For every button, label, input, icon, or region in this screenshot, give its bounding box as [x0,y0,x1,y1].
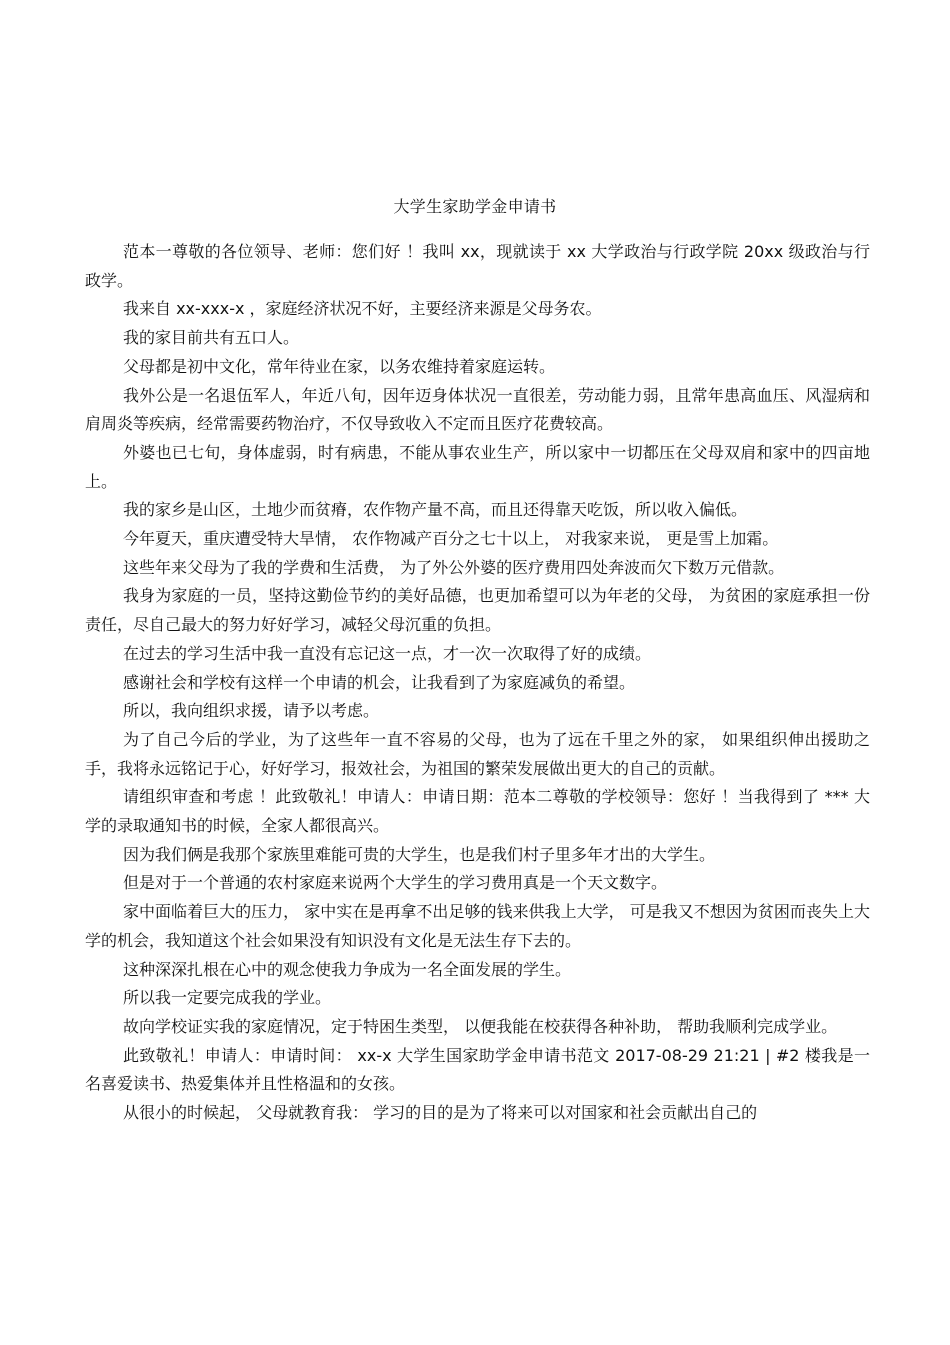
paragraph: 我外公是一名退伍军人，年近八旬，因年迈身体状况一直很差，劳动能力弱，且常年患高血压、风湿病和肩周炎等疾病，经常需要药物治疗，不仅导致收入不定而且医疗花费较高。 [85,385,870,434]
paragraph: 所以我一定要完成我的学业。 [123,988,332,1008]
paragraph: 在过去的学习生活中我一直没有忘记这一点，才一次一次取得了好的成绩。 [123,643,652,663]
paragraph: 故向学校证实我的家庭情况，定于特困生类型， 以便我能在校获得各种补助， 帮助我顺利完成学业。 [123,1016,838,1036]
paragraph: 但是对于一个普通的农村家庭来说两个大学生的学习费用真是一个天文数字。 [123,873,668,893]
paragraph: 这种深深扎根在心中的观念使我力争成为一名全面发展的学生。 [123,959,572,979]
document-title: 大学生家助学金申请书 [393,197,557,216]
paragraph: 此致敬礼！申请人：申请时间： xx-x 大学生国家助学金申请书范文 2017-08-29 21:21 | #2 楼我是一名喜爱读书、热爱集体并且性格温和的女孩。 [85,1045,870,1094]
paragraph: 家中面临着巨大的压力， 家中实在是再拿不出足够的钱来供我上大学， 可是我又不想因为贫困而丧失上大学的机会，我知道这个社会如果没有知识没有文化是无法生存下去的。 [85,902,870,950]
paragraph: 父母都是初中文化，常年待业在家，以务农维持着家庭运转。 [123,356,556,376]
paragraph: 我身为家庭的一员，坚持这勤俭节约的美好品德，也更加希望可以为年老的父母， 为贫困的家庭承担一份责任，尽自己最大的努力好好学习，减轻父母沉重的负担。 [85,586,870,635]
paragraph: 我的家乡是山区，土地少而贫瘠，农作物产量不高，而且还得靠天吃饭，所以收入偏低。 [123,500,748,520]
paragraph: 我来自 xx-xxx-x ，家庭经济状况不好，主要经济来源是父母务农。 [123,299,602,319]
document-body [85,238,870,1128]
paragraph: 请组织审查和考虑 ！此致敬礼！申请人：申请日期：范本二尊敬的学校领导：您好 ！当我得到了 *** 大学的录取通知书的时候，全家人都很高兴。 [85,787,870,836]
paragraph: 我的家目前共有五口人。 [123,328,300,348]
paragraph: 这些年来父母为了我的学费和生活费， 为了外公外婆的医疗费用四处奔波而欠下数万元借款。 [123,557,785,577]
paragraph: 范本一尊敬的各位领导、老师：您们好 ！我叫 xx，现就读于 xx 大学政治与行政学院 20xx 级政治与行政学。 [85,242,870,290]
paragraph: 感谢社会和学校有这样一个申请的机会，让我看到了为家庭减负的希望。 [123,672,636,692]
paragraph: 今年夏天，重庆遭受特大旱情， 农作物减产百分之七十以上， 对我家来说， 更是雪上加霜。 [123,529,779,549]
paragraph: 为了自己今后的学业，为了这些年一直不容易的父母，也为了远在千里之外的家， 如果组织伸出援助之手，我将永远铭记于心，好好学习，报效社会，为祖国的繁荣发展做出更大的自己的贡献。 [85,729,870,778]
paragraph: 因为我们俩是我那个家族里难能可贵的大学生，也是我们村子里多年才出的大学生。 [123,844,716,864]
paragraph: 从很小的时候起， 父母就教育我： 学习的目的是为了将来可以对国家和社会贡献出自己的 [123,1103,758,1123]
paragraph: 外婆也已七旬，身体虚弱，时有病患，不能从事农业生产，所以家中一切都压在父母双肩和家中的四亩地上。 [85,442,870,491]
paragraph: 所以，我向组织求援，请予以考虑。 [123,701,380,721]
